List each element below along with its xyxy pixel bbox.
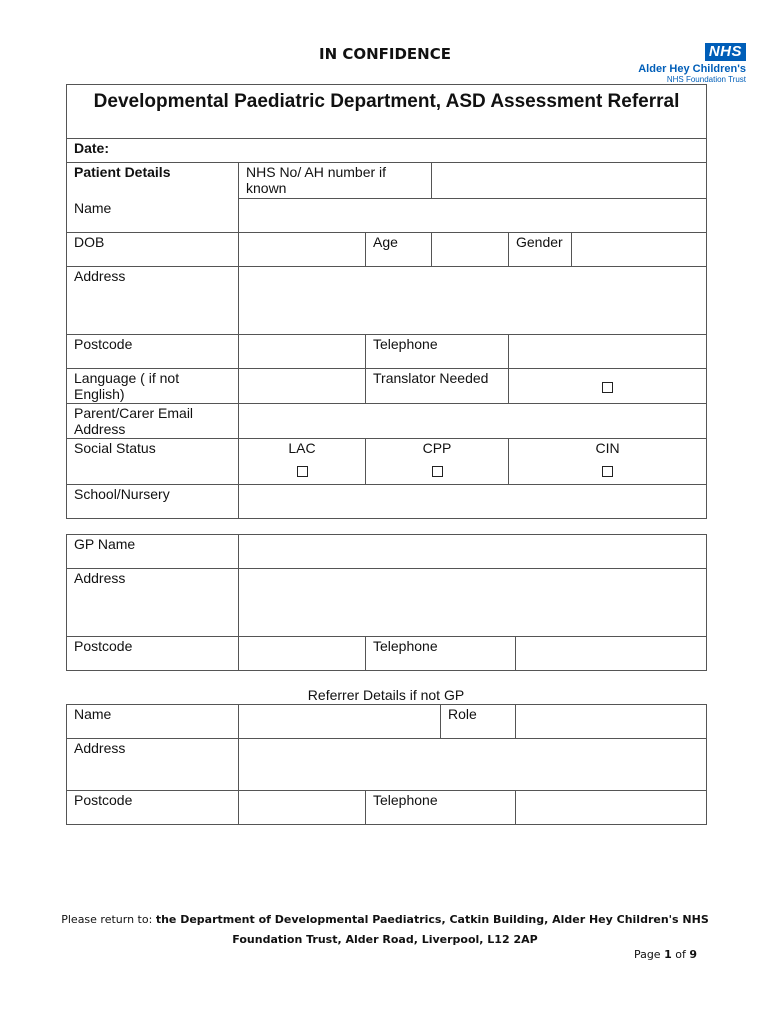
dob-input[interactable] xyxy=(239,233,366,267)
form-title: Developmental Paediatric Department, ASD Assessment Referral xyxy=(67,85,707,139)
name-label: Name xyxy=(67,199,239,233)
translator-label: Translator Needed xyxy=(366,369,509,404)
school-label: School/Nursery xyxy=(67,485,239,519)
page-total: 9 xyxy=(689,948,697,961)
nhs-number-label: NHS No/ AH number if known xyxy=(239,163,432,199)
page-of: of xyxy=(671,948,690,961)
referrer-postcode-label: Postcode xyxy=(67,791,239,825)
referrer-telephone-input[interactable] xyxy=(516,791,707,825)
translator-checkbox-cell[interactable] xyxy=(509,369,707,404)
referrer-address-label: Address xyxy=(67,739,239,791)
gp-postcode-label: Postcode xyxy=(67,637,239,671)
referrer-address-input[interactable] xyxy=(239,739,707,791)
page-number xyxy=(634,948,697,961)
nhs-number-input[interactable] xyxy=(432,163,707,199)
school-input[interactable] xyxy=(239,485,707,519)
page-current: 1 xyxy=(664,948,672,961)
gp-telephone-label: Telephone xyxy=(366,637,516,671)
telephone-label: Telephone xyxy=(366,335,509,369)
logo-org-name: Alder Hey Children's xyxy=(638,63,746,75)
return-address: the Department of Developmental Paediatrics, Catkin Building, Alder Hey Children's NHS Foundation Trust, Alder Road, Liverpool, L12 2AP xyxy=(155,913,709,946)
email-input[interactable] xyxy=(239,404,707,439)
referrer-name-label: Name xyxy=(67,705,239,739)
lac-checkbox[interactable] xyxy=(297,466,308,477)
telephone-input[interactable] xyxy=(509,335,707,369)
cin-label: CIN xyxy=(595,440,620,456)
referrer-role-input[interactable] xyxy=(516,705,707,739)
referrer-caption: Referrer Details if not GP xyxy=(307,687,465,703)
referrer-telephone-label: Telephone xyxy=(366,791,516,825)
language-label: Language ( if not English) xyxy=(67,369,239,404)
email-label: Parent/Carer Email Address xyxy=(67,404,239,439)
date-field[interactable]: Date: xyxy=(67,139,707,163)
confidentiality-heading: IN CONFIDENCE xyxy=(318,45,451,63)
page-prefix: Page xyxy=(633,948,665,961)
gp-name-label: GP Name xyxy=(67,535,239,569)
gp-address-label: Address xyxy=(67,569,239,637)
gender-label: Gender xyxy=(509,233,572,267)
name-input[interactable] xyxy=(239,199,707,233)
patient-details-label: Patient Details xyxy=(67,163,239,199)
cin-checkbox[interactable] xyxy=(602,466,613,477)
return-prefix: Please return to: xyxy=(61,913,156,926)
cpp-checkbox[interactable] xyxy=(432,466,443,477)
gender-input[interactable] xyxy=(572,233,707,267)
return-address-footer xyxy=(40,910,730,950)
cpp-label: CPP xyxy=(422,440,452,456)
gp-name-input[interactable] xyxy=(239,535,707,569)
gp-postcode-input[interactable] xyxy=(239,637,366,671)
translator-checkbox[interactable] xyxy=(602,382,613,393)
logo-trust-name: NHS Foundation Trust xyxy=(666,75,746,84)
gp-telephone-input[interactable] xyxy=(516,637,707,671)
cpp-cell[interactable] xyxy=(366,439,509,485)
postcode-input[interactable] xyxy=(239,335,366,369)
referrer-name-input[interactable] xyxy=(239,705,441,739)
gp-address-input[interactable] xyxy=(239,569,707,637)
age-input[interactable] xyxy=(432,233,509,267)
nhs-logo xyxy=(638,43,746,84)
patient-details-table xyxy=(66,84,707,519)
nhs-badge: NHS xyxy=(705,43,746,61)
address-input[interactable] xyxy=(239,267,707,335)
lac-label: LAC xyxy=(288,440,316,456)
language-input[interactable] xyxy=(239,369,366,404)
lac-cell[interactable] xyxy=(239,439,366,485)
referrer-postcode-input[interactable] xyxy=(239,791,366,825)
address-label: Address xyxy=(67,267,239,335)
postcode-label: Postcode xyxy=(67,335,239,369)
cin-cell[interactable] xyxy=(509,439,707,485)
referrer-details-table xyxy=(66,704,707,825)
dob-label: DOB xyxy=(67,233,239,267)
social-status-label: Social Status xyxy=(67,439,239,485)
gp-details-table xyxy=(66,534,707,671)
referrer-role-label: Role xyxy=(441,705,516,739)
age-label: Age xyxy=(366,233,432,267)
